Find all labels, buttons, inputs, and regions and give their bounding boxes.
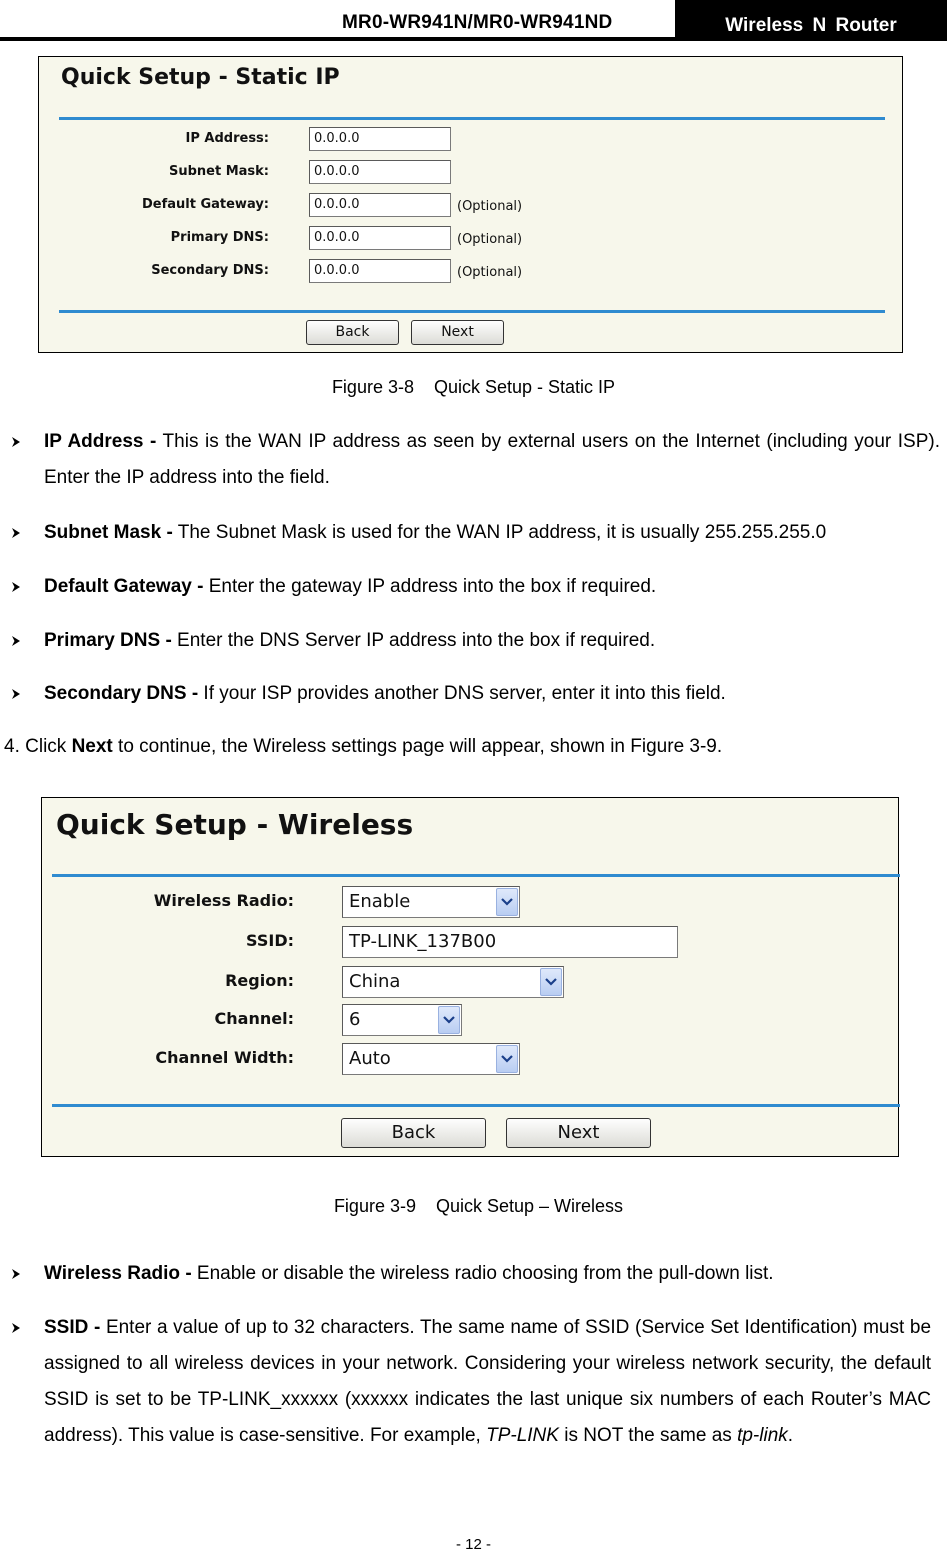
optional-note: (Optional) (457, 199, 523, 214)
subnet-mask-input[interactable]: 0.0.0.0 (309, 160, 451, 184)
label-channel-width: Channel Width: (155, 1048, 294, 1067)
arrowhead-bullet-icon (9, 1267, 23, 1281)
optional-note: (Optional) (457, 265, 523, 280)
bullet-ssid (44, 1310, 931, 1454)
bullet-wireless-radio (44, 1256, 934, 1292)
arrowhead-bullet-icon (9, 580, 23, 594)
region-select[interactable] (342, 966, 564, 998)
page-number: - 12 - (455, 1536, 491, 1553)
channel-select[interactable] (342, 1004, 462, 1036)
back-button[interactable]: Back (341, 1118, 486, 1148)
arrowhead-bullet-icon (9, 1321, 23, 1335)
term: SSID - (44, 1317, 101, 1338)
description-cont: is NOT the same as (558, 1425, 738, 1446)
product-badge: Wireless N Router (675, 0, 947, 40)
step-suffix: to continue, the Wireless settings page will appear, shown in Figure 3-9. (112, 736, 723, 757)
description: The Subnet Mask is used for the WAN IP address, it is usually 255.255.255.0 (172, 522, 827, 543)
term: Wireless Radio - (44, 1263, 192, 1284)
chevron-down-icon[interactable] (438, 1006, 460, 1034)
divider-top (59, 117, 885, 120)
label-primary-dns: Primary DNS: (170, 230, 269, 245)
label-ssid: SSID: (246, 931, 294, 950)
term: Primary DNS - (44, 630, 172, 651)
description: This is the WAN IP address as seen by external users on the Internet (including your ISP). Enter the IP address into the field. (44, 431, 940, 488)
label-ip-address: IP Address: (185, 131, 269, 146)
term: Subnet Mask - (44, 522, 173, 543)
figure-wireless (41, 797, 899, 1157)
arrowhead-bullet-icon (9, 687, 23, 701)
primary-dns-input[interactable]: 0.0.0.0 (309, 226, 451, 250)
header-rule (0, 37, 947, 41)
bullet-default-gateway (44, 569, 934, 605)
arrowhead-bullet-icon (9, 435, 23, 449)
step-bold: Next (71, 736, 113, 757)
figure-title: Quick Setup - Wireless (56, 808, 414, 841)
chevron-down-icon[interactable] (496, 888, 518, 916)
example-lower: tp-link (737, 1425, 788, 1446)
label-region: Region: (225, 971, 294, 990)
step-4-paragraph (4, 729, 924, 765)
page-header (0, 0, 947, 42)
secondary-dns-input[interactable]: 0.0.0.0 (309, 259, 451, 283)
description: If your ISP provides another DNS server, enter it into this field. (198, 683, 726, 704)
figure-caption: Figure 3-9 Quick Setup – Wireless (333, 1196, 624, 1216)
term: Default Gateway - (44, 576, 204, 597)
label-default-gateway: Default Gateway: (141, 197, 269, 212)
description: Enter the gateway IP address into the box if required. (203, 576, 657, 597)
next-button[interactable]: Next (506, 1118, 651, 1148)
channel-width-select[interactable] (342, 1043, 520, 1075)
description: Enter the DNS Server IP address into the box if required. (171, 630, 656, 651)
label-secondary-dns: Secondary DNS: (151, 263, 269, 278)
bullet-ip-address (44, 424, 940, 496)
divider-bottom (59, 310, 885, 313)
step-prefix: 4. Click (4, 736, 72, 757)
bullet-secondary-dns (44, 676, 934, 712)
description: Enter a value of up to 32 characters. The same name of SSID (Service Set Identification) must be assigned to all wireless devices in your network. Considering your wireless network security, the default SSID is set to be TP-LINK_xxxxxx (xxxxxx indicates the last unique six numbers of each Router’s MAC address). This value is case-sensitive. For example, (44, 1317, 932, 1446)
selected-value: Auto (349, 1048, 391, 1069)
label-channel: Channel: (214, 1009, 294, 1028)
arrowhead-bullet-icon (9, 634, 23, 648)
term: Secondary DNS - (44, 683, 199, 704)
term: IP Address - (44, 431, 157, 452)
default-gateway-input[interactable]: 0.0.0.0 (309, 193, 451, 217)
bullet-subnet-mask (44, 515, 944, 551)
selected-value: 6 (349, 1009, 361, 1030)
bullet-primary-dns (44, 623, 934, 659)
figure-caption: Figure 3-8 Quick Setup - Static IP (331, 377, 616, 397)
selected-value: Enable (349, 891, 411, 912)
divider-top (52, 874, 900, 877)
figure-title: Quick Setup - Static IP (61, 65, 340, 90)
selected-value: China (349, 971, 401, 992)
figure-static-ip (38, 56, 903, 353)
arrowhead-bullet-icon (9, 526, 23, 540)
ip-address-input[interactable]: 0.0.0.0 (309, 127, 451, 151)
model-name: MR0-WR941N/MR0-WR941ND (342, 12, 613, 33)
example-upper: TP-LINK (486, 1425, 559, 1446)
next-button[interactable]: Next (411, 320, 504, 345)
description-end: . (787, 1425, 794, 1446)
chevron-down-icon[interactable] (496, 1045, 518, 1073)
divider-bottom (52, 1104, 900, 1107)
ssid-input[interactable]: TP-LINK_137B00 (342, 926, 678, 958)
label-wireless-radio: Wireless Radio: (153, 891, 294, 910)
chevron-down-icon[interactable] (540, 968, 562, 996)
label-subnet-mask: Subnet Mask: (168, 164, 269, 179)
optional-note: (Optional) (457, 232, 523, 247)
wireless-radio-select[interactable] (342, 886, 520, 918)
description: Enable or disable the wireless radio choosing from the pull-down list. (191, 1263, 774, 1284)
back-button[interactable]: Back (306, 320, 399, 345)
